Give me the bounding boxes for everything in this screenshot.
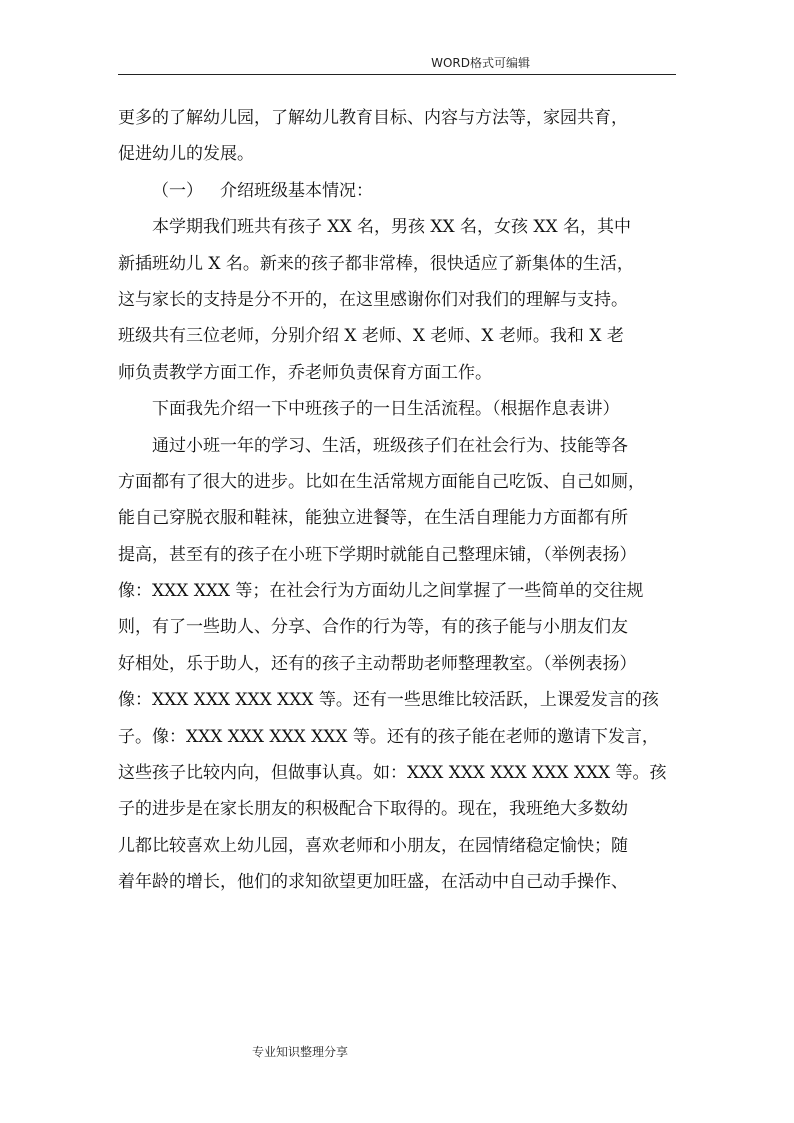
text-line: 这些孩子比较内向，但做事认真。如：XXX XXX XXX XXX XXX 等。孩 [118, 763, 667, 784]
text-line: 师负责教学方面工作，乔老师负责保育方面工作。 [118, 362, 492, 383]
text-line: 提高，甚至有的孩子在小班下学期时就能自己整理床铺，（举例表扬） [118, 544, 637, 565]
page-footer: 专业知识整理分享 [252, 1045, 349, 1059]
text-line: 像：XXX XXX 等；在社会行为方面幼儿之间掌握了一些简单的交往规 [118, 581, 644, 602]
text-line: 更多的了解幼儿园，了解幼儿教育目标、内容与方法等，家园共育， [118, 108, 628, 128]
text-line: 这与家长的支持是分不开的，在这里感谢你们对我们的理解与支持。 [118, 289, 628, 310]
text-line: 着年龄的增长，他们的求知欲望更加旺盛，在活动中自己动手操作、 [118, 872, 628, 893]
text-line: 能自己穿脱衣服和鞋袜，能独立进餐等，在生活自理能力方面都有所 [118, 508, 628, 529]
text-line: 新插班幼儿 X 名。新来的孩子都非常棒，很快适应了新集体的生活， [118, 253, 634, 274]
section-heading [118, 173, 676, 209]
paragraph-start-line: 下面我先介绍一下中班孩子的一日生活流程。（根据作息表讲） [152, 399, 620, 420]
section-title: 介绍班级基本情况： [220, 180, 373, 201]
paragraph-start-line: 通过小班一年的学习、生活，班级孩子们在社会行为、技能等各 [152, 435, 628, 456]
header-label: WORD格式可编辑 [431, 56, 530, 70]
paragraph-start-line: 本学期我们班共有孩子 XX 名，男孩 XX 名，女孩 XX 名，其中 [152, 217, 632, 238]
text-line: 班级共有三位老师，分别介绍 X 老师、X 老师、X 老师。我和 X 老 [118, 326, 624, 347]
text-line: 儿都比较喜欢上幼儿园，喜欢老师和小朋友，在园情绪稳定愉快；随 [118, 835, 628, 856]
document-body [118, 100, 676, 901]
text-line: 方面都有了很大的进步。比如在生活常规方面能自己吃饭、自己如厕， [118, 471, 645, 492]
text-line: 促进幼儿的发展。 [118, 144, 254, 165]
text-line: 子的进步是在家长朋友的积极配合下取得的。现在，我班绝大多数幼 [118, 799, 628, 820]
text-line: 则，有了一些助人、分享、合作的行为等，有的孩子能与小朋友们友 [118, 617, 628, 638]
text-line: 像：XXX XXX XXX XXX 等。还有一些思维比较活跃，上课爱发言的孩 [118, 690, 659, 711]
text-line: 好相处，乐于助人，还有的孩子主动帮助老师整理教室。（举例表扬） [118, 653, 637, 674]
text-line: 子。像：XXX XXX XXX XXX 等。还有的孩子能在老师的邀请下发言， [118, 726, 659, 747]
page-header [118, 54, 676, 75]
section-number: （一） [152, 180, 203, 201]
